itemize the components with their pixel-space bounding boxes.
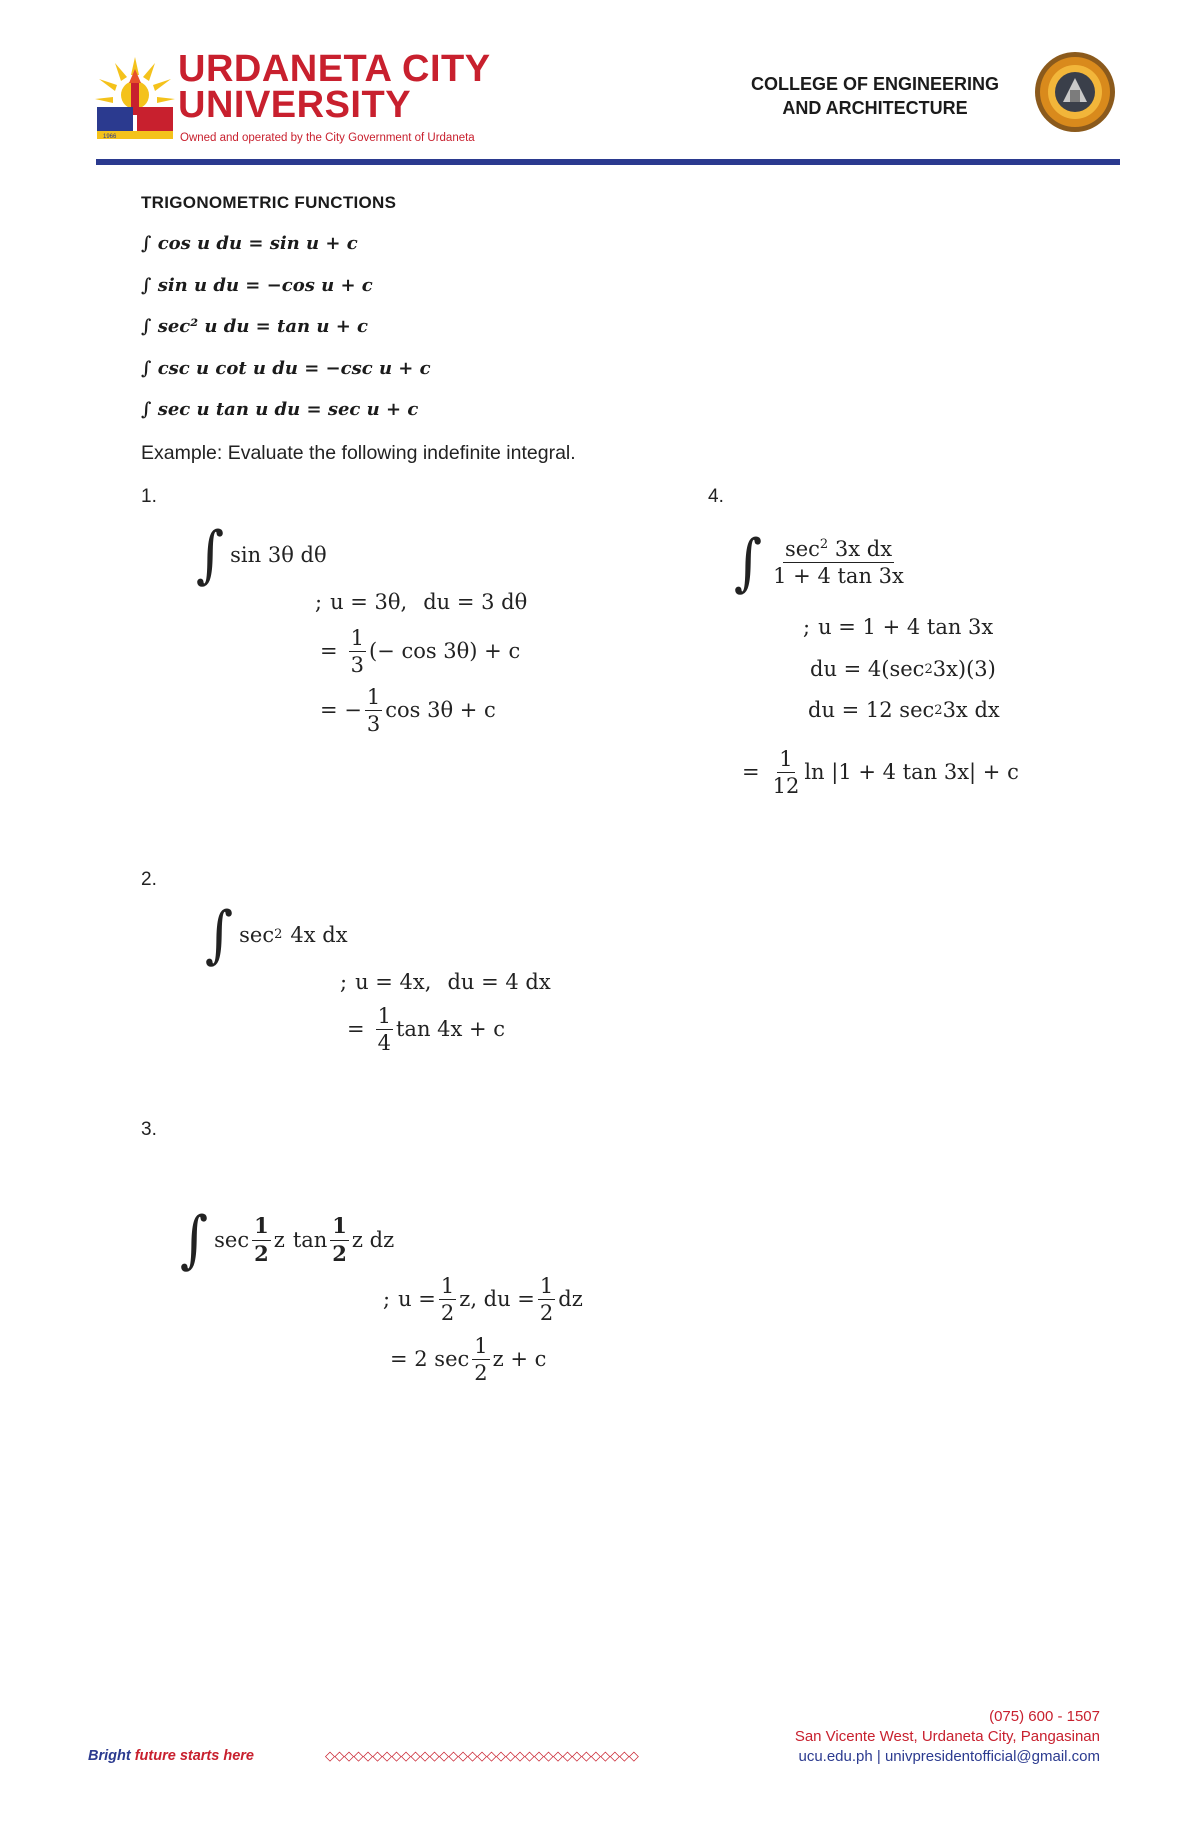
- example-1-integral: [196, 520, 327, 590]
- footer-phone: (075) 600 - 1507: [989, 1708, 1100, 1725]
- emblem-year: 1966: [103, 134, 117, 140]
- header-divider: [96, 159, 1120, 165]
- integral-sign-icon: ∫: [180, 1203, 209, 1276]
- college-title: [720, 72, 1030, 120]
- integral-sign-icon: ∫: [196, 518, 225, 591]
- example-1-step2: = − $\frac{1}{3}$ cos 3θ + c: [320, 685, 496, 737]
- formula-cos: ∫ cos u du = sin u + c: [141, 233, 358, 254]
- example-4-sub2: du = 4(sec 2 3x)(3): [810, 657, 996, 681]
- footer-contact-links[interactable]: ucu.edu.ph | univpresidentofficial@gmail.com: [798, 1748, 1100, 1765]
- example-1-step2-den: 3: [366, 712, 381, 737]
- university-logo-emblem: [95, 55, 175, 140]
- example-1-step1-rest: (− cos 3θ) + c: [368, 639, 521, 664]
- example-4-result-num: 1: [777, 748, 794, 773]
- example-2-step1-rest: tan 4x + c: [395, 1017, 506, 1042]
- example-1-step1-den: 3: [350, 653, 364, 678]
- example-4-number: 4.: [708, 486, 724, 507]
- formula-sin: ∫ sin u du = −cos u + c: [141, 275, 373, 296]
- example-4-result-den: 12: [772, 774, 800, 799]
- example-2-step1-num: 1: [376, 1005, 393, 1030]
- example-1-substitution: ; u = 3θ, du = 3 dθ: [315, 590, 528, 614]
- example-2-step1: = $\frac{1}{4}$ tan 4x + c: [347, 1004, 506, 1056]
- university-name-line1: URDANETA CITY: [178, 48, 491, 90]
- integral-sign-icon: ∫: [205, 898, 234, 971]
- university-tagline: Owned and operated by the City Government of Urdaneta: [180, 132, 475, 144]
- example-2-integrand: 4x dx: [290, 922, 348, 947]
- example-intro: Example: Evaluate the following indefinite integral.: [141, 442, 576, 464]
- footer-slogan: [88, 1748, 254, 1764]
- example-1-step1: = $\frac{1}{3}$ (− cos 3θ) + c: [320, 626, 521, 678]
- example-1-step2-num: 1: [365, 686, 382, 711]
- example-3-substitution: ; u = $\frac{1}{2}$ z, du = $\frac{1}{2}$ dz: [383, 1274, 583, 1326]
- formula-sec2: ∫ sec² u du = tan u + c: [141, 316, 369, 337]
- footer-slogan-rest: future starts here: [130, 1748, 254, 1764]
- example-2-substitution: ; u = 4x, du = 4 dx: [340, 970, 551, 994]
- example-2-number: 2.: [141, 869, 157, 890]
- example-1-sub-du: du = 3 dθ: [423, 590, 528, 614]
- college-title-line2: AND ARCHITECTURE: [782, 98, 968, 118]
- footer-address: San Vicente West, Urdaneta City, Pangasinan: [794, 1728, 1100, 1745]
- example-4-sub1: ; u = 1 + 4 tan 3x: [803, 615, 994, 639]
- example-1-sub-u: u = 3θ,: [330, 590, 408, 614]
- example-2-integral: ∫ sec 2 4x dx: [205, 898, 348, 971]
- example-4-result: = $\frac{1}{12}$ ln |1 + 4 tan 3x| + c: [742, 747, 1019, 799]
- example-3-integral: ∫ sec $\frac{1}{2}$ z tan $\frac{1}{2}$ z dz: [180, 1203, 395, 1276]
- example-2-step1-den: 4: [377, 1031, 391, 1056]
- example-3-number: 3.: [141, 1119, 157, 1140]
- integral-sign-icon: ∫: [734, 525, 763, 599]
- example-1-integrand: sin 3θ dθ: [230, 542, 327, 567]
- example-1-number: 1.: [141, 486, 157, 507]
- example-4-sub3: du = 12 sec 2 3x dx: [808, 698, 1000, 722]
- example-1-step2-rest: cos 3θ + c: [385, 698, 496, 723]
- section-heading: TRIGONOMETRIC FUNCTIONS: [141, 193, 397, 212]
- example-2-sub-du: du = 4 dx: [447, 970, 551, 994]
- example-4-result-rest: ln |1 + 4 tan 3x| + c: [804, 760, 1019, 785]
- example-4-denominator: 1 + 4 tan 3x: [773, 564, 904, 588]
- example-4-sub1-text: u = 1 + 4 tan 3x: [818, 615, 994, 639]
- formula-csc-cot: ∫ csc u cot u du = −csc u + c: [141, 358, 431, 379]
- footer-diamond-pattern: ◇◇◇◇◇◇◇◇◇◇◇◇◇◇◇◇◇◇◇◇◇◇◇◇◇◇◇◇◇◇◇◇◇: [325, 1748, 639, 1763]
- example-2-sub-u: u = 4x,: [355, 970, 432, 994]
- example-1-step1-num: 1: [349, 627, 366, 652]
- college-seal-icon: [1030, 50, 1120, 135]
- formula-sec-tan: ∫ sec u tan u du = sec u + c: [141, 399, 419, 420]
- example-4-numerator: $\sec^2 3x$ dx: [783, 538, 894, 563]
- example-4-integral: [734, 525, 909, 600]
- footer-slogan-bright: Bright: [88, 1748, 131, 1764]
- example-3-step1: = 2 sec $\frac{1}{2}$ z + c: [390, 1334, 547, 1386]
- college-title-line1: COLLEGE OF ENGINEERING: [750, 74, 1000, 94]
- university-name-line2: UNIVERSITY: [178, 84, 412, 126]
